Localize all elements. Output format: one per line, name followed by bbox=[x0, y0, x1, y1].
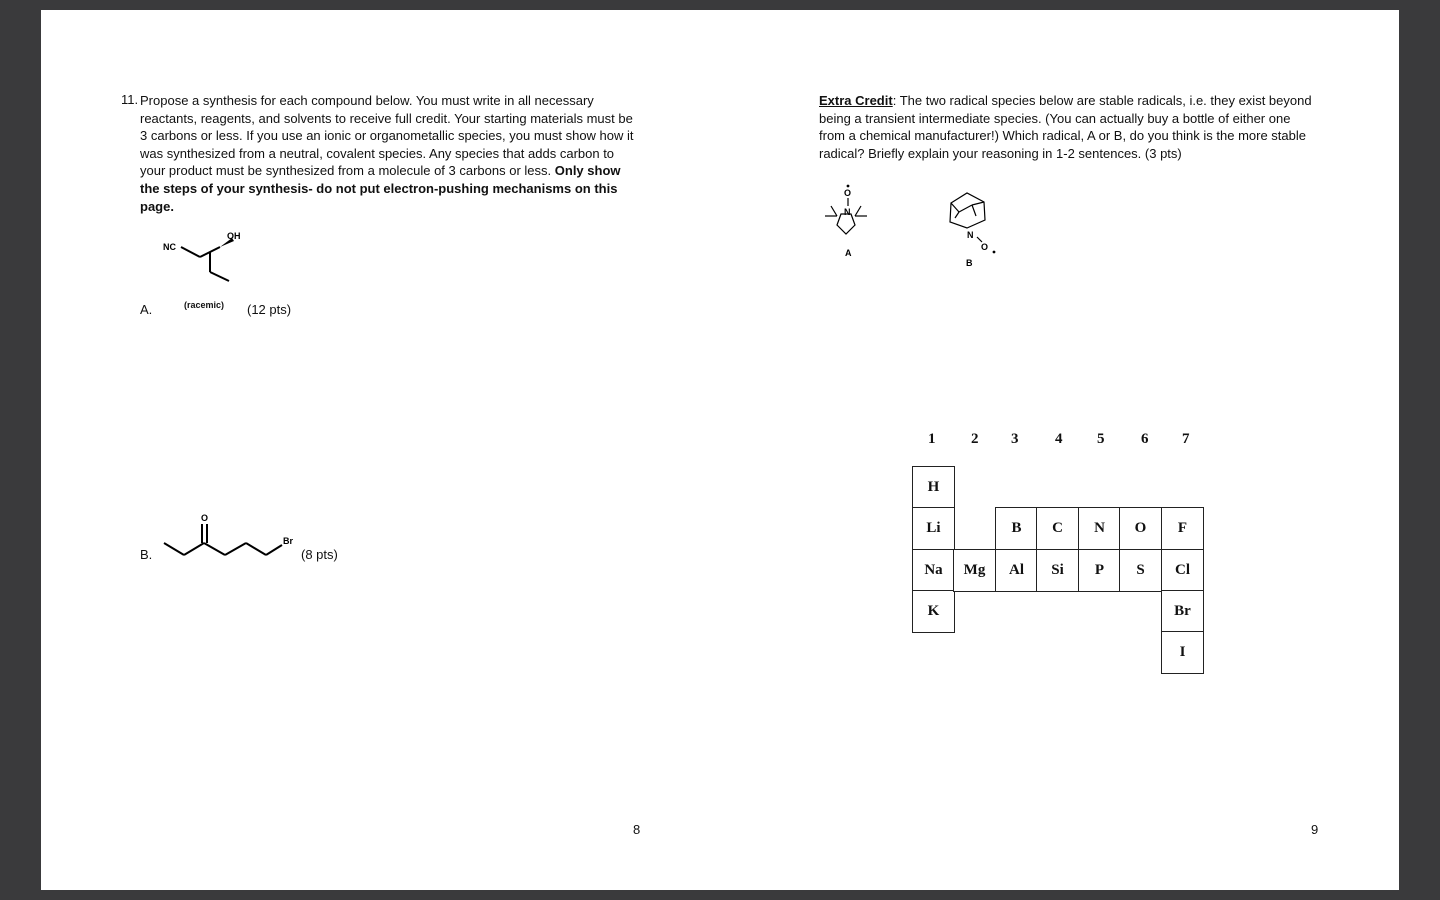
element-si: Si bbox=[1036, 549, 1079, 592]
element-s: S bbox=[1119, 549, 1162, 592]
group-7-label: 7 bbox=[1182, 431, 1190, 447]
radical-b-structure bbox=[941, 188, 1011, 268]
bond-b3 bbox=[204, 543, 225, 555]
element-cl: Cl bbox=[1161, 549, 1204, 592]
methyl-a4 bbox=[855, 206, 861, 216]
bond-b5 bbox=[246, 543, 266, 555]
cage-outline-b bbox=[950, 193, 985, 228]
radical-dot-a bbox=[847, 185, 850, 188]
group-4-label: 4 bbox=[1055, 431, 1063, 447]
radical-a-n: N bbox=[844, 207, 851, 217]
element-br: Br bbox=[1161, 590, 1204, 633]
element-k: K bbox=[912, 590, 955, 633]
element-b: B bbox=[995, 507, 1038, 550]
radical-a-label: A bbox=[845, 248, 852, 258]
bond-b2 bbox=[184, 543, 204, 555]
part-a-racemic: (racemic) bbox=[184, 300, 225, 310]
structure-b bbox=[156, 510, 306, 570]
question-text bbox=[140, 92, 640, 215]
atom-nc-label: NC bbox=[163, 242, 176, 252]
radical-a-o: O bbox=[844, 188, 852, 198]
document-page bbox=[41, 10, 1399, 890]
part-b-points: (8 pts) bbox=[301, 547, 338, 562]
group-1-label: 1 bbox=[928, 431, 936, 447]
group-6-label: 6 bbox=[1141, 431, 1149, 447]
element-mg: Mg bbox=[953, 549, 996, 592]
radical-b-n: N bbox=[967, 230, 974, 240]
element-li: Li bbox=[912, 507, 955, 550]
element-al: Al bbox=[995, 549, 1038, 592]
element-f: F bbox=[1161, 507, 1204, 550]
element-h: H bbox=[912, 466, 955, 509]
element-c: C bbox=[1036, 507, 1079, 550]
extra-credit-title: Extra Credit bbox=[819, 93, 893, 108]
bond-b1 bbox=[164, 543, 184, 555]
radical-a-structure bbox=[811, 182, 881, 262]
question-body: Propose a synthesis for each compound below. You must write in all necessary reactants, reagents, and solvents to receive full credit. Your starting materials must be 3 carbons or less. If you use an ionic or organometallic species, you must show how it was synthesized from a neutral, covalent species. Any species that adds carbon to your product must be synthesized from a molecule of 3 carbons or less. bbox=[140, 93, 634, 179]
atom-oh-label: OH bbox=[227, 231, 241, 241]
part-a-label: A. bbox=[140, 302, 153, 317]
part-b-label: B. bbox=[140, 547, 153, 562]
element-na: Na bbox=[912, 549, 955, 592]
part-a-points: (12 pts) bbox=[247, 302, 292, 317]
element-i: I bbox=[1161, 631, 1204, 674]
bond-b4 bbox=[225, 543, 246, 555]
ring-a bbox=[837, 214, 855, 234]
element-n: N bbox=[1078, 507, 1121, 550]
cage-bond-2 bbox=[959, 205, 972, 212]
element-p: P bbox=[1078, 549, 1121, 592]
bond-a4 bbox=[210, 272, 229, 281]
radical-dot-b bbox=[993, 251, 996, 254]
methyl-a2 bbox=[831, 206, 837, 216]
structure-a bbox=[151, 225, 261, 285]
group-2-label: 2 bbox=[971, 431, 979, 447]
cage-bond-3 bbox=[972, 202, 984, 205]
page-number-left: 8 bbox=[633, 822, 641, 837]
group-3-label: 3 bbox=[1011, 431, 1019, 447]
bond-b6 bbox=[266, 545, 282, 555]
extra-credit-body: : The two radical species below are stable radicals, i.e. they exist beyond being a transient intermediate species. (You can actually buy a bottle of either one from a chemical manufacturer!) Which radical, A or B, do you think is the more stable radical? Briefly explain your reasoning in 1-2 sentences. (3 pts) bbox=[819, 93, 1312, 161]
page-number-right: 9 bbox=[1311, 822, 1319, 837]
atom-o-label: O bbox=[201, 513, 209, 523]
question-number: 11. bbox=[121, 92, 139, 107]
radical-b-o: O bbox=[981, 242, 989, 252]
radical-b-label: B bbox=[966, 258, 973, 268]
element-o: O bbox=[1119, 507, 1162, 550]
cage-bond-5 bbox=[972, 205, 976, 216]
group-5-label: 5 bbox=[1097, 431, 1105, 447]
question-bold-note: Only show the steps of your synthesis- do not put electron-pushing mechanisms on this page. bbox=[140, 163, 621, 214]
extra-credit-text bbox=[819, 92, 1319, 162]
atom-br-label: Br bbox=[283, 536, 294, 546]
cage-bond-1 bbox=[951, 203, 959, 212]
cage-bond-4 bbox=[955, 212, 959, 218]
bond-a1 bbox=[181, 247, 200, 257]
